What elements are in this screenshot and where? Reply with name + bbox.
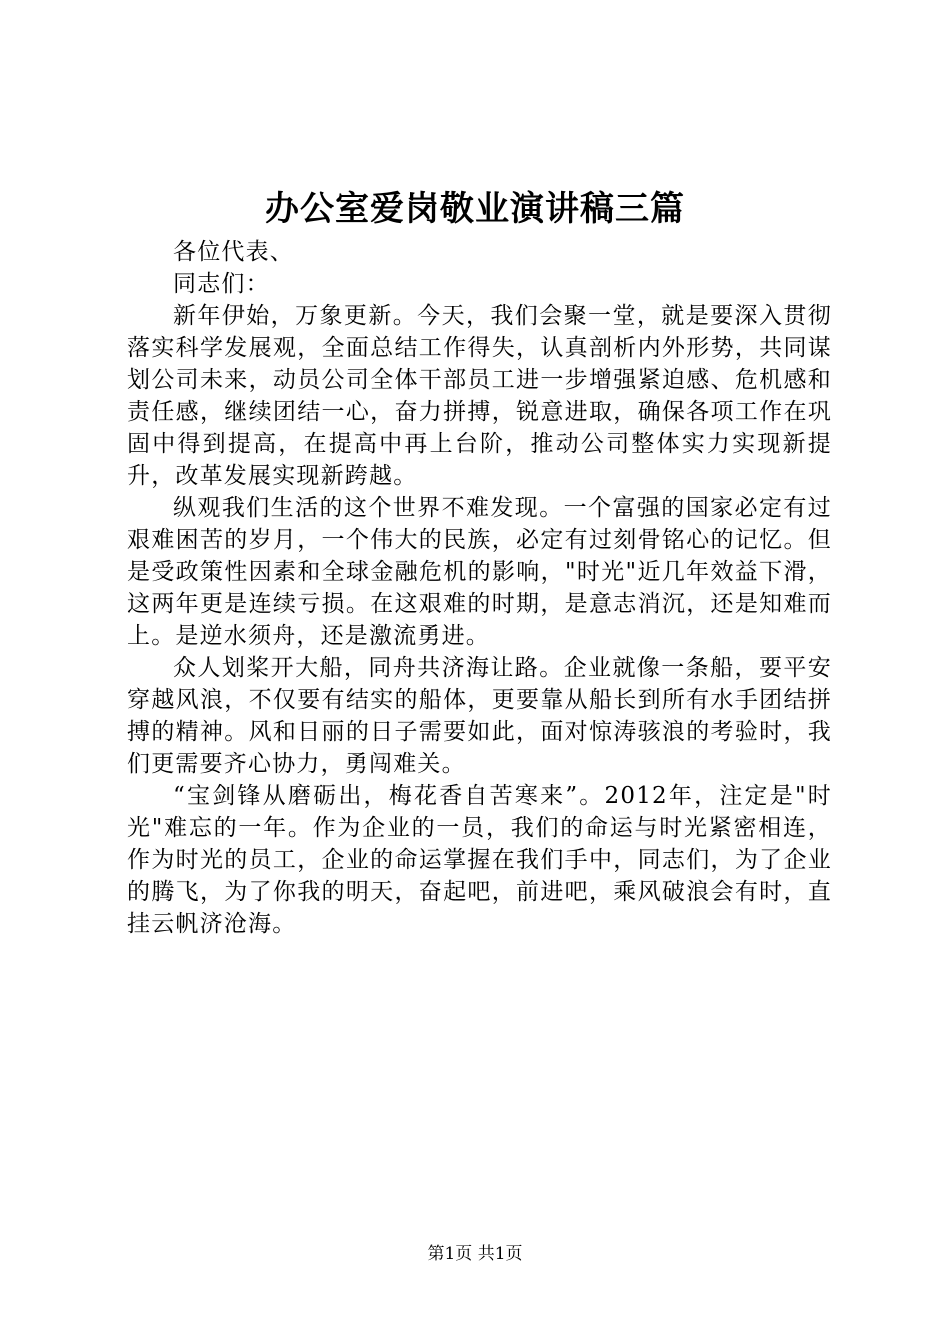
document-title: 办公室爱岗敬业演讲稿三篇 [265,189,685,229]
salutation-line: 同志们： [173,271,270,297]
body-paragraph: “宝剑锋从磨砺出，梅花香自苦寒来”。2012年，注定是"时光"难忘的一年。作为企业的一员，我们的命运与时光紧密相连，作为时光的员工，企业的命运掌握在我们手中，同志们，为了企业的腾飞，为了你我的明天，奋起吧，前进吧，乘风破浪会有时，直挂云帆济沧海。 [127,783,832,937]
salutation-line: 各位代表、 [173,239,294,265]
body-paragraph: 众人划桨开大船，同舟共济海让路。企业就像一条船，要平安穿越风浪，不仅要有结实的船体，更要靠从船长到所有水手团结拼搏的精神。风和日丽的日子需要如此，面对惊涛骇浪的考验时，我们更需要齐心协力，勇闯难关。 [127,655,832,777]
document-body [127,236,832,940]
body-paragraph: 新年伊始，万象更新。今天，我们会聚一堂，就是要深入贯彻落实科学发展观，全面总结工作得失，认真剖析内外形势，共同谋划公司未来，动员公司全体干部员工进一步增强紧迫感、危机感和责任感，继续团结一心，奋力拼搏，锐意进取，确保各项工作在巩固中得到提高，在提高中再上台阶，推动公司整体实力实现新提升，改革发展实现新跨越。 [127,303,832,489]
page-number-footer: 第1页 共1页 [427,1244,523,1264]
body-paragraph: 纵观我们生活的这个世界不难发现。一个富强的国家必定有过艰难困苦的岁月，一个伟大的民族，必定有过刻骨铭心的记忆。但是受政策性因素和全球金融危机的影响，"时光"近几年效益下滑，这两年更是连续亏损。在这艰难的时期，是意志消沉，还是知难而上。是逆水须舟，还是激流勇进。 [127,495,832,649]
